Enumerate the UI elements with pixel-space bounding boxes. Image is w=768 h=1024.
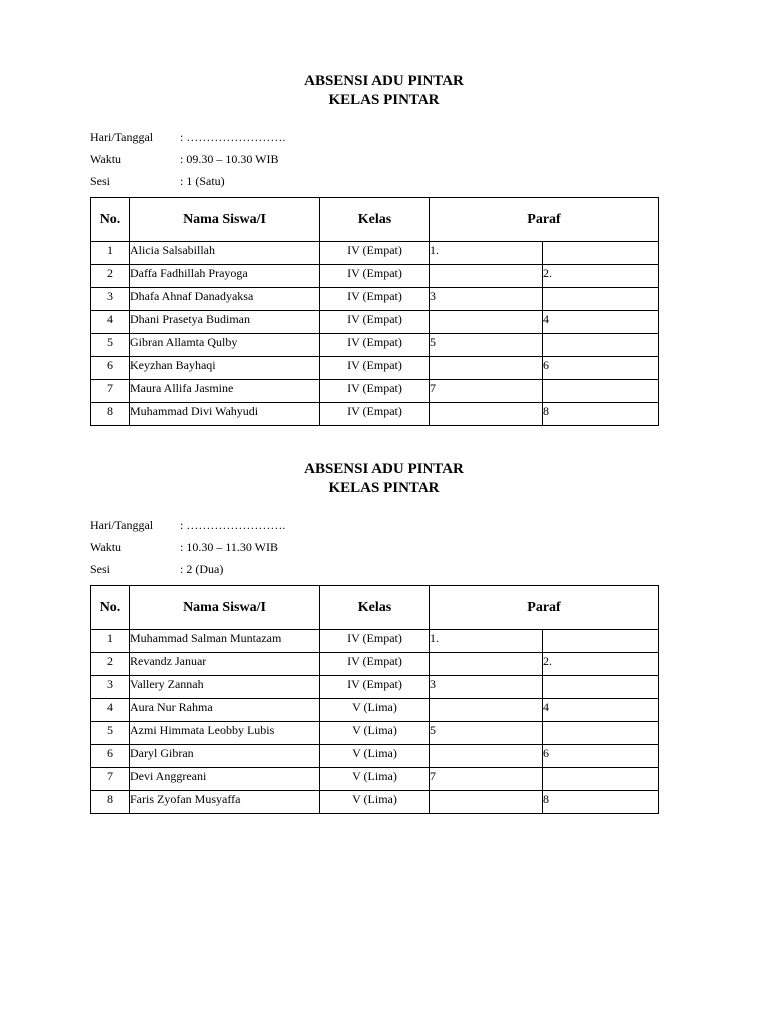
time-label: Waktu (90, 540, 122, 554)
table-row (91, 265, 659, 288)
student-class: V (Lima) (320, 791, 430, 814)
signature-right: 8 (543, 403, 659, 426)
student-class: IV (Empat) (320, 288, 430, 311)
row-no: 2 (91, 653, 130, 676)
table-row (91, 242, 659, 265)
table-row (91, 768, 659, 791)
header-no: No. (91, 198, 130, 242)
header-paraf: Paraf (430, 198, 659, 242)
signature-left (430, 311, 543, 334)
signature-left: 3 (430, 288, 543, 311)
student-class: IV (Empat) (320, 242, 430, 265)
signature-right (543, 288, 659, 311)
title-line-1: ABSENSI ADU PINTAR (304, 461, 464, 477)
signature-right (543, 630, 659, 653)
signature-left: 7 (430, 380, 543, 403)
row-no: 8 (91, 403, 130, 426)
row-no: 3 (91, 288, 130, 311)
signature-right: 8 (543, 791, 659, 814)
table-row (91, 630, 659, 653)
student-name: Dhani Prasetya Budiman (130, 311, 320, 334)
student-name: Devi Anggreani (130, 768, 320, 791)
signature-left (430, 357, 543, 380)
signature-left: 5 (430, 722, 543, 745)
row-no: 2 (91, 265, 130, 288)
title-line-2: KELAS PINTAR (328, 92, 440, 108)
student-name: Faris Zyofan Musyaffa (130, 791, 320, 814)
student-class: IV (Empat) (320, 265, 430, 288)
row-no: 6 (91, 357, 130, 380)
student-name: Muhammad Divi Wahyudi (130, 403, 320, 426)
table-row (91, 288, 659, 311)
session-label: Sesi (90, 562, 111, 576)
document-title (0, 460, 768, 498)
header-kelas: Kelas (320, 586, 430, 630)
student-class: IV (Empat) (320, 630, 430, 653)
session-value: : 1 (Satu) (180, 174, 225, 188)
signature-left (430, 791, 543, 814)
signature-right: 2. (543, 653, 659, 676)
table-row (91, 334, 659, 357)
session-value: : 2 (Dua) (180, 562, 224, 576)
student-class: IV (Empat) (320, 357, 430, 380)
signature-left (430, 265, 543, 288)
signature-left: 7 (430, 768, 543, 791)
student-name: Aura Nur Rahma (130, 699, 320, 722)
student-class: IV (Empat) (320, 403, 430, 426)
signature-left: 1. (430, 630, 543, 653)
student-class: V (Lima) (320, 768, 430, 791)
row-no: 1 (91, 630, 130, 653)
date-label: Hari/Tanggal (90, 518, 154, 532)
signature-right (543, 768, 659, 791)
student-class: V (Lima) (320, 745, 430, 768)
signature-right (543, 334, 659, 357)
date-value: : ……………………. (180, 130, 286, 144)
row-no: 8 (91, 791, 130, 814)
student-class: IV (Empat) (320, 653, 430, 676)
row-no: 5 (91, 722, 130, 745)
signature-right: 6 (543, 357, 659, 380)
time-label: Waktu (90, 152, 122, 166)
signature-right (543, 242, 659, 265)
student-name: Maura Allifa Jasmine (130, 380, 320, 403)
row-no: 4 (91, 699, 130, 722)
attendance-table (90, 197, 659, 426)
header-name: Nama Siswa/I (130, 198, 320, 242)
signature-left: 3 (430, 676, 543, 699)
row-no: 1 (91, 242, 130, 265)
student-name: Daffa Fadhillah Prayoga (130, 265, 320, 288)
title-line-2: KELAS PINTAR (328, 480, 440, 496)
table-row (91, 722, 659, 745)
student-name: Alicia Salsabillah (130, 242, 320, 265)
signature-left: 5 (430, 334, 543, 357)
signature-left (430, 745, 543, 768)
signature-left (430, 699, 543, 722)
table-row (91, 745, 659, 768)
signature-right: 4 (543, 699, 659, 722)
table-row (91, 676, 659, 699)
row-no: 7 (91, 380, 130, 403)
student-name: Azmi Himmata Leobby Lubis (130, 722, 320, 745)
table-row (91, 699, 659, 722)
row-no: 6 (91, 745, 130, 768)
row-no: 3 (91, 676, 130, 699)
student-name: Muhammad Salman Muntazam (130, 630, 320, 653)
student-name: Dhafa Ahnaf Danadyaksa (130, 288, 320, 311)
signature-right (543, 676, 659, 699)
student-name: Revandz Januar (130, 653, 320, 676)
student-class: IV (Empat) (320, 334, 430, 357)
signature-right: 4 (543, 311, 659, 334)
table-header-row (91, 586, 659, 630)
header-name: Nama Siswa/I (130, 586, 320, 630)
signature-right: 2. (543, 265, 659, 288)
table-row (91, 311, 659, 334)
student-name: Gibran Allamta Qulby (130, 334, 320, 357)
student-name: Vallery Zannah (130, 676, 320, 699)
row-no: 4 (91, 311, 130, 334)
student-name: Keyzhan Bayhaqi (130, 357, 320, 380)
table-header-row (91, 198, 659, 242)
student-class: IV (Empat) (320, 676, 430, 699)
table-row (91, 380, 659, 403)
session-label: Sesi (90, 174, 111, 188)
row-no: 7 (91, 768, 130, 791)
signature-right: 6 (543, 745, 659, 768)
table-row (91, 403, 659, 426)
signature-right (543, 722, 659, 745)
signature-left (430, 653, 543, 676)
table-row (91, 357, 659, 380)
student-class: IV (Empat) (320, 380, 430, 403)
student-name: Daryl Gibran (130, 745, 320, 768)
signature-left: 1. (430, 242, 543, 265)
attendance-table (90, 585, 659, 814)
student-class: V (Lima) (320, 722, 430, 745)
date-label: Hari/Tanggal (90, 130, 154, 144)
table-row (91, 791, 659, 814)
document-title (0, 72, 768, 110)
table-row (91, 653, 659, 676)
header-kelas: Kelas (320, 198, 430, 242)
student-class: IV (Empat) (320, 311, 430, 334)
time-value: : 10.30 – 11.30 WIB (180, 540, 278, 554)
date-value: : ……………………. (180, 518, 286, 532)
student-class: V (Lima) (320, 699, 430, 722)
time-value: : 09.30 – 10.30 WIB (180, 152, 279, 166)
title-line-1: ABSENSI ADU PINTAR (304, 73, 464, 89)
header-no: No. (91, 586, 130, 630)
header-paraf: Paraf (430, 586, 659, 630)
signature-right (543, 380, 659, 403)
row-no: 5 (91, 334, 130, 357)
signature-left (430, 403, 543, 426)
